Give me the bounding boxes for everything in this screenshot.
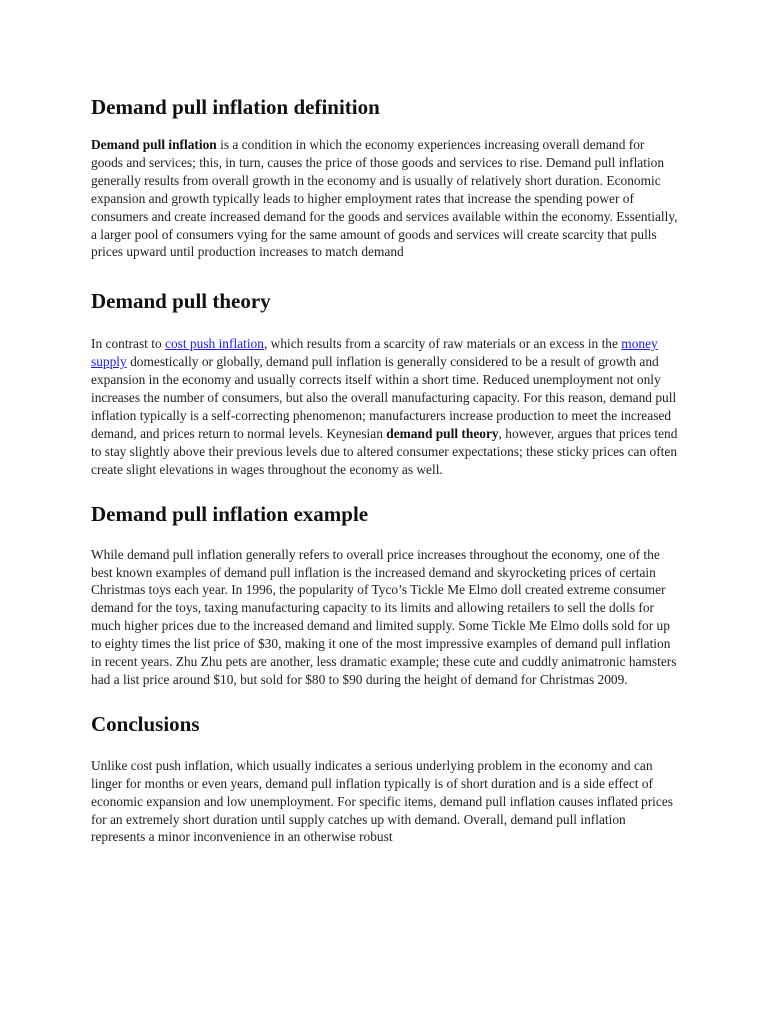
heading-definition: Demand pull inflation definition	[91, 95, 380, 119]
section-theory	[91, 288, 679, 478]
paragraph-theory	[91, 335, 679, 478]
theory-text-2: , which results from a scarcity of raw materials or an excess in the	[263, 336, 622, 352]
heading-theory: Demand pull theory	[91, 289, 271, 314]
theory-text-4: , however, argues that prices tend to stay slightly above their previous levels due to altered consumer expectations; these sticky prices can often create slight elevations in wages throughout the economy as well.	[91, 425, 678, 477]
cost-push-inflation-link[interactable]: cost push inflation	[165, 336, 264, 352]
heading-conclusions: Conclusions	[91, 711, 200, 736]
bold-term-theory: demand pull theory	[386, 425, 499, 441]
heading-example: Demand pull inflation example	[91, 501, 369, 526]
theory-text-3: domestically or globally, demand pull inflation is generally considered to be a result of growth and expansion in the economy and usually corrects itself within a short time. Reduced unemployment not only increases the number of consumers, but also the overall manufacturing capacity. For this reason, demand pull inflation typically is a self-correcting phenomenon; manufacturers increase production to meet the increased demand, and prices return to normal levels. Keynesian	[91, 354, 677, 441]
paragraph-definition	[91, 136, 679, 261]
section-conclusions	[91, 711, 679, 847]
theory-text-1: In contrast to	[91, 336, 166, 352]
paragraph-example: While demand pull inflation generally refers to overall price increases throughout the economy, one of the best known examples of demand pull inflation is the increased demand and skyrocketing prices of certain Christmas toys each year. In 1996, the popularity of Tyco’s Tickle Me Elmo doll created extreme consumer demand for the toys, taxing manufacturing capacity to its limits and allowing retailers to sell the dolls for much higher prices due to the increased demand and limited supply. Some Tickle Me Elmo dolls sold for up to eighty times the list price of $30, making it one of the most impressive examples of demand pull inflation in recent years. Zhu Zhu pets are another, less dramatic example; these cute and cuddly animatronic hamsters had a list price around $10, but sold for $80 to $90 during the height of demand for Christmas 2009.	[91, 546, 677, 687]
bold-term-definition: Demand pull inflation	[91, 137, 217, 152]
definition-body-text: is a condition in which the economy experiences increasing overall demand for goods and services; this, in turn, causes the price of those goods and services to rise. Demand pull inflation generally results from overall growth in the economy and is usually of relatively short duration. Economic expansion and growth typically leads to higher employment rates that increase the spending power of consumers and create increased demand for the goods and services available within the economy. Essentially, a larger pool of consumers vying for the same amount of goods and services will create scarcity that pulls prices upward until production increases to match demand	[91, 137, 678, 260]
section-definition	[91, 94, 679, 261]
section-example	[91, 501, 679, 689]
paragraph-conclusions: Unlike cost push inflation, which usually indicates a serious underlying problem in the economy and can linger for months or even years, demand pull inflation typically is of short duration and is a side effect of economic expansion and low unemployment. For specific items, demand pull inflation causes inflated prices for an extremely short duration until supply catches up with demand. Overall, demand pull inflation represents a minor inconvenience in an otherwise robust	[91, 757, 673, 845]
document-content	[91, 94, 679, 846]
money-supply-link[interactable]: money supply	[91, 336, 658, 370]
